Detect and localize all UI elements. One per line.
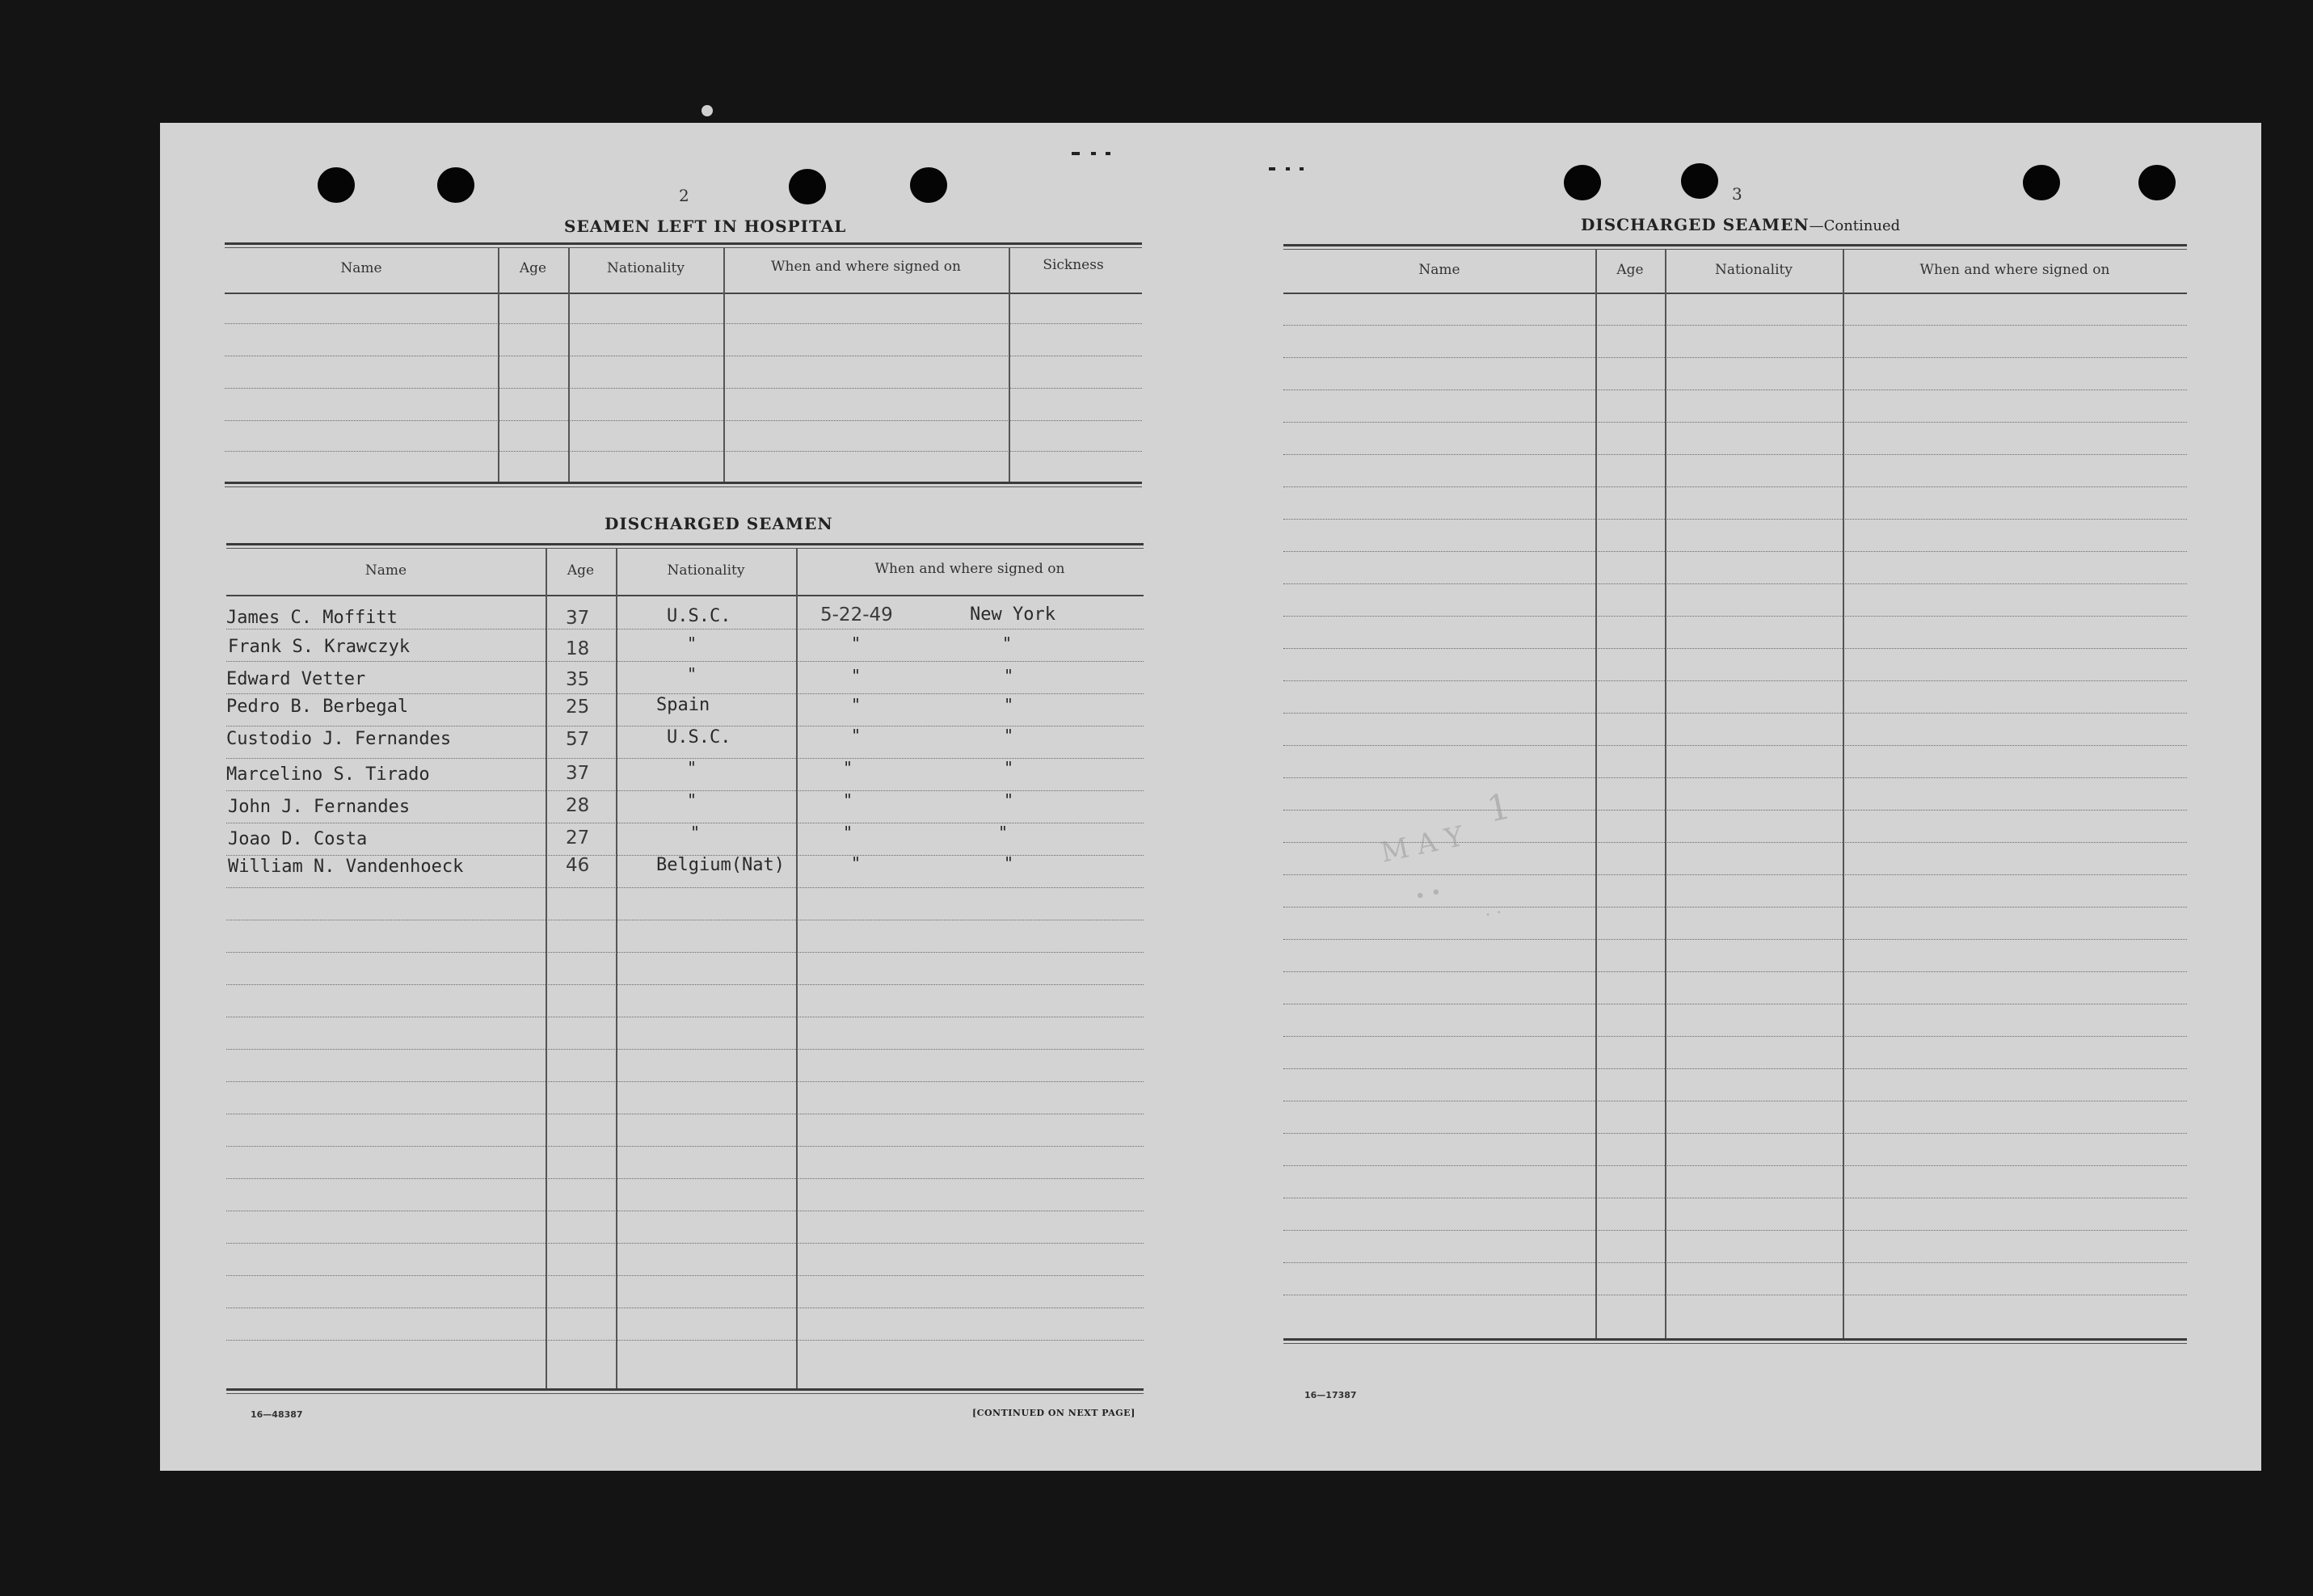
discharged-col-signed-on: When and where signed on xyxy=(874,561,1065,577)
hospital-col-signed-on: When and where signed on xyxy=(771,259,961,275)
seaman-age: 18 xyxy=(566,638,590,659)
seaman-name: James C. Moffitt xyxy=(226,608,398,628)
discharged-continued-title xyxy=(1581,215,1900,234)
punch-hole xyxy=(910,167,947,203)
discharged-col-age: Age xyxy=(567,562,595,579)
continued-col-nationality: Nationality xyxy=(1715,262,1793,278)
signed-on-date: " xyxy=(843,758,853,777)
punch-hole xyxy=(1681,163,1718,199)
seaman-nationality: " xyxy=(687,664,697,684)
signed-on-date: " xyxy=(851,726,862,745)
seaman-nationality: " xyxy=(687,790,697,810)
seaman-nationality: " xyxy=(690,823,701,842)
seaman-name: John J. Fernandes xyxy=(228,797,411,817)
seaman-age: 57 xyxy=(566,729,590,750)
seaman-nationality: U.S.C. xyxy=(667,606,731,626)
seaman-age: 27 xyxy=(566,827,590,849)
signed-on-date: " xyxy=(843,790,853,810)
signed-on-place: " xyxy=(1002,634,1013,653)
signed-on-place: " xyxy=(1004,666,1014,685)
hospital-col-sickness: Sickness xyxy=(1043,257,1104,273)
seaman-nationality: Belgium(Nat) xyxy=(656,855,785,875)
punch-hole xyxy=(789,169,826,204)
hospital-col-age: Age xyxy=(519,260,547,276)
signed-on-place: " xyxy=(1004,726,1014,745)
seaman-name: Pedro B. Berbegal xyxy=(226,697,409,717)
hospital-col-name: Name xyxy=(340,260,382,276)
hospital-col-nationality: Nationality xyxy=(607,260,685,276)
ink-speck xyxy=(1300,167,1304,171)
signed-on-place: " xyxy=(998,823,1009,842)
seaman-age: 46 xyxy=(566,855,590,876)
signed-on-place: " xyxy=(1004,758,1014,777)
signed-on-date: " xyxy=(851,853,862,873)
punch-hole xyxy=(1564,165,1601,200)
faint-stamp-impression: M A Y 1 • • · · xyxy=(1377,785,1515,926)
form-number-left: 16—48387 xyxy=(251,1409,303,1420)
background-speck xyxy=(701,105,713,116)
seaman-age: 28 xyxy=(566,795,590,816)
punch-hole xyxy=(2138,165,2176,200)
seaman-age: 37 xyxy=(566,763,590,784)
discharged-table xyxy=(226,543,1144,1408)
discharged-continued-title-text: DISCHARGED SEAMEN xyxy=(1581,215,1810,234)
signed-on-date: " xyxy=(851,634,862,653)
punch-hole xyxy=(318,167,355,203)
seaman-age: 35 xyxy=(566,669,590,690)
ink-speck xyxy=(1106,152,1110,155)
seaman-name: Frank S. Krawczyk xyxy=(228,637,411,657)
page-number-right: 3 xyxy=(1732,184,1742,204)
seaman-nationality: U.S.C. xyxy=(667,727,731,747)
seaman-nationality: " xyxy=(687,634,697,653)
seaman-name: Joao D. Costa xyxy=(228,829,368,849)
discharged-col-nationality: Nationality xyxy=(667,562,745,579)
continued-col-age: Age xyxy=(1616,262,1644,278)
continued-note: [CONTINUED ON NEXT PAGE] xyxy=(972,1408,1135,1418)
continued-suffix: —Continued xyxy=(1809,217,1901,234)
signed-on-place: New York xyxy=(970,604,1055,625)
seaman-name: William N. Vandenhoeck xyxy=(228,857,464,877)
continued-col-name: Name xyxy=(1418,262,1460,278)
form-number-right: 16—17387 xyxy=(1304,1390,1357,1400)
punch-hole xyxy=(437,167,474,203)
ink-speck xyxy=(1286,167,1290,171)
punch-hole xyxy=(2023,165,2060,200)
signed-on-place: " xyxy=(1004,695,1014,714)
seaman-nationality: Spain xyxy=(656,695,710,715)
ink-speck xyxy=(1072,152,1080,155)
hospital-section-title: SEAMEN LEFT IN HOSPITAL xyxy=(564,217,847,236)
signed-on-date: " xyxy=(851,666,862,685)
seaman-name: Custodio J. Fernandes xyxy=(226,729,452,749)
signed-on-place: " xyxy=(1004,790,1014,810)
signed-on-date: " xyxy=(843,823,853,842)
ink-speck xyxy=(1269,167,1275,171)
ink-speck xyxy=(1091,152,1096,155)
seaman-name: Edward Vetter xyxy=(226,669,366,689)
seaman-age: 25 xyxy=(566,697,590,718)
seaman-nationality: " xyxy=(687,758,697,777)
discharged-col-name: Name xyxy=(364,562,407,579)
page-number-left: 2 xyxy=(679,186,689,205)
manifest-sheet xyxy=(160,123,2261,1471)
signed-on-date: 5-22-49 xyxy=(820,604,893,625)
continued-col-signed-on: When and where signed on xyxy=(1919,262,2110,278)
signed-on-date: " xyxy=(851,695,862,714)
seaman-name: Marcelino S. Tirado xyxy=(226,764,430,785)
seaman-age: 37 xyxy=(566,608,590,629)
signed-on-place: " xyxy=(1004,853,1014,873)
discharged-section-title: DISCHARGED SEAMEN xyxy=(605,514,833,533)
